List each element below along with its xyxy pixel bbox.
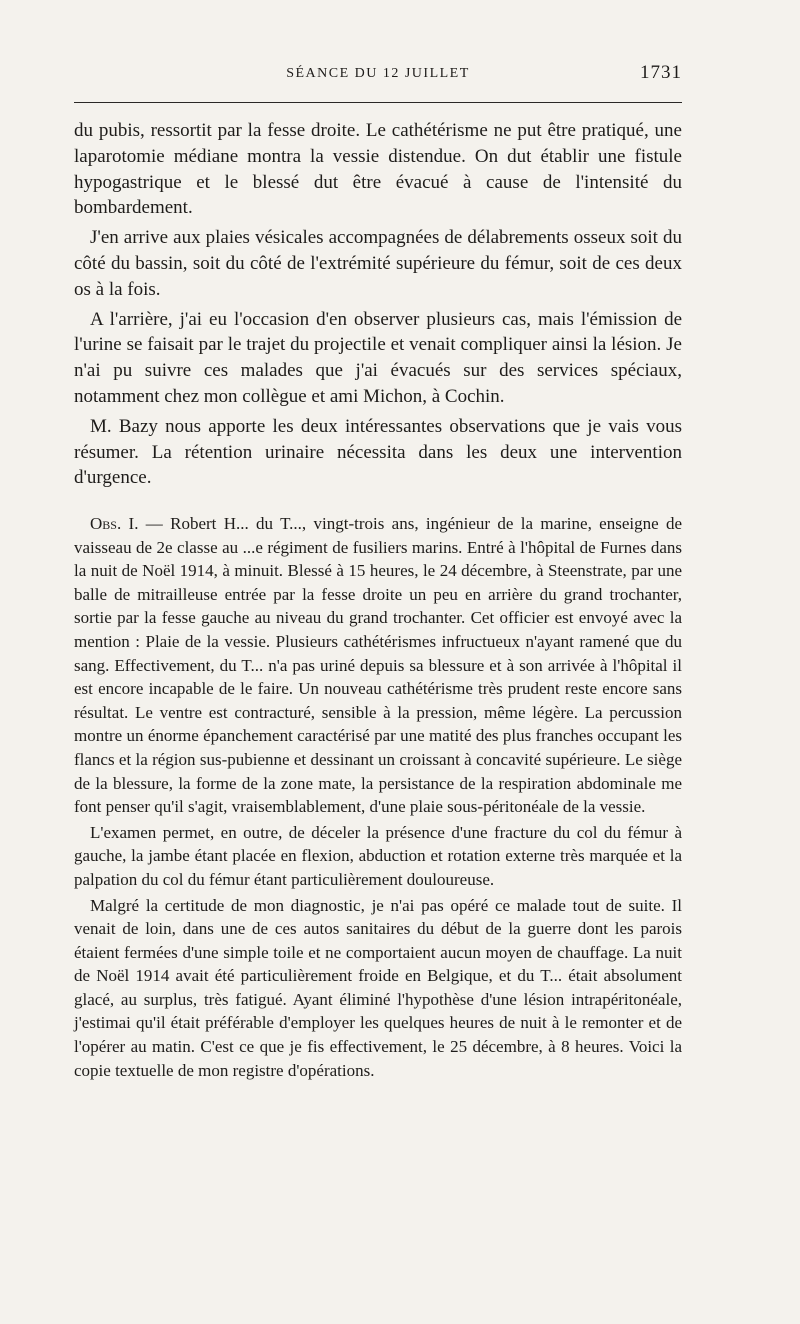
paragraph: J'en arrive aux plaies vésicales accompagnées de délabrements osseux soit du côté du bassin, soit du côté de l'extrémité supérieure du fémur, soit de ces deux os à la fois. <box>74 227 682 300</box>
page-number: 1731 <box>640 62 682 83</box>
header-title: SÉANCE DU 12 JUILLET <box>286 66 470 81</box>
header-rule <box>74 102 682 103</box>
paragraph: A l'arrière, j'ai eu l'occasion d'en observer plusieurs cas, mais l'émission de l'urine se faisait par le trajet du projectile et venait compliquer ainsi la lésion. Je n'ai pu suivre ces malades que j'ai évacués sur des services spéciaux, notamment chez mon collègue et ami Michon, à Cochin. <box>74 308 682 407</box>
main-text <box>74 118 682 495</box>
paragraph: du pubis, ressortit par la fesse droite. Le cathétérisme ne put être pratiqué, une laparotomie médiane montra la vessie distendue. On dut établir une fistule hypogastrique et le blessé dut être évacué à cause de l'intensité du bombardement. <box>74 120 682 219</box>
observation-text: — Robert H... du T..., vingt-trois ans, ingénieur de la marine, enseigne de vaisseau de 2e classe au ...e régiment de fusiliers marins. Entré à l'hôpital de Furnes dans la nuit de Noël 1914, à minuit. Blessé à 15 heures, le 24 décembre, à Steenstrate, par une balle de mitrailleuse entrée par la fesse droite un peu en arrière du grand trochanter, sortie par la fesse gauche au niveau du grand trochanter. Cet officier est envoyé avec la mention : Plaie de la vessie. Plusieurs cathétérismes infructueux n'ayant ramené que du sang. Effectivement, du T... n'a pas uriné depuis sa blessure et à son arrivée à l'hôpital il est encore incapable de le faire. Un nouveau cathétérisme très prudent reste encore sans résultat. Le ventre est contracturé, sensible à la pression, même légère. La percussion montre un énorme épanchement caractérisé par une matité des plus franches occupant les flancs et la région sus-pubienne et dessinant un croissant à concavité supérieure. Le siège de la blessure, la forme de la zone mate, la persistance de la respiration abdominale me font penser qu'il s'agit, vraisemblablement, d'une plaie sous-péritonéale de la vessie. <box>74 514 682 817</box>
observation-label: Obs. I. <box>90 514 139 533</box>
observation-paragraph <box>74 512 682 819</box>
observation-paragraph: L'examen permet, en outre, de déceler la présence d'une fracture du col du fémur à gauche, la jambe étant placée en flexion, abduction et rotation externe très marquée et la palpation du col du fémur étant particulièrement douloureuse. <box>74 822 682 889</box>
observation-block <box>74 512 682 1084</box>
running-header <box>74 62 682 86</box>
observation-paragraph: Malgré la certitude de mon diagnostic, je n'ai pas opéré ce malade tout de suite. Il venait de loin, dans une de ces autos sanitaires du début de la guerre dont les parois étaient fermées d'une simple toile et ne comportaient aucun moyen de chauffage. La nuit de Noël 1914 avait été particulièrement froide en Belgique, et du T... était absolument glacé, au surplus, très fatigué. Ayant éliminé l'hypothèse d'une lésion intrapéritonéale, j'estimai qu'il était préférable d'employer les quelques heures de nuit à le remonter et de l'opérer au matin. C'est ce que je fis effectivement, le 25 décembre, à 8 heures. Voici la copie textuelle de mon registre d'opérations. <box>74 895 682 1080</box>
paragraph: M. Bazy nous apporte les deux intéressantes observations que je vais vous résumer. La rétention urinaire nécessita dans les deux une intervention d'urgence. <box>74 415 682 489</box>
